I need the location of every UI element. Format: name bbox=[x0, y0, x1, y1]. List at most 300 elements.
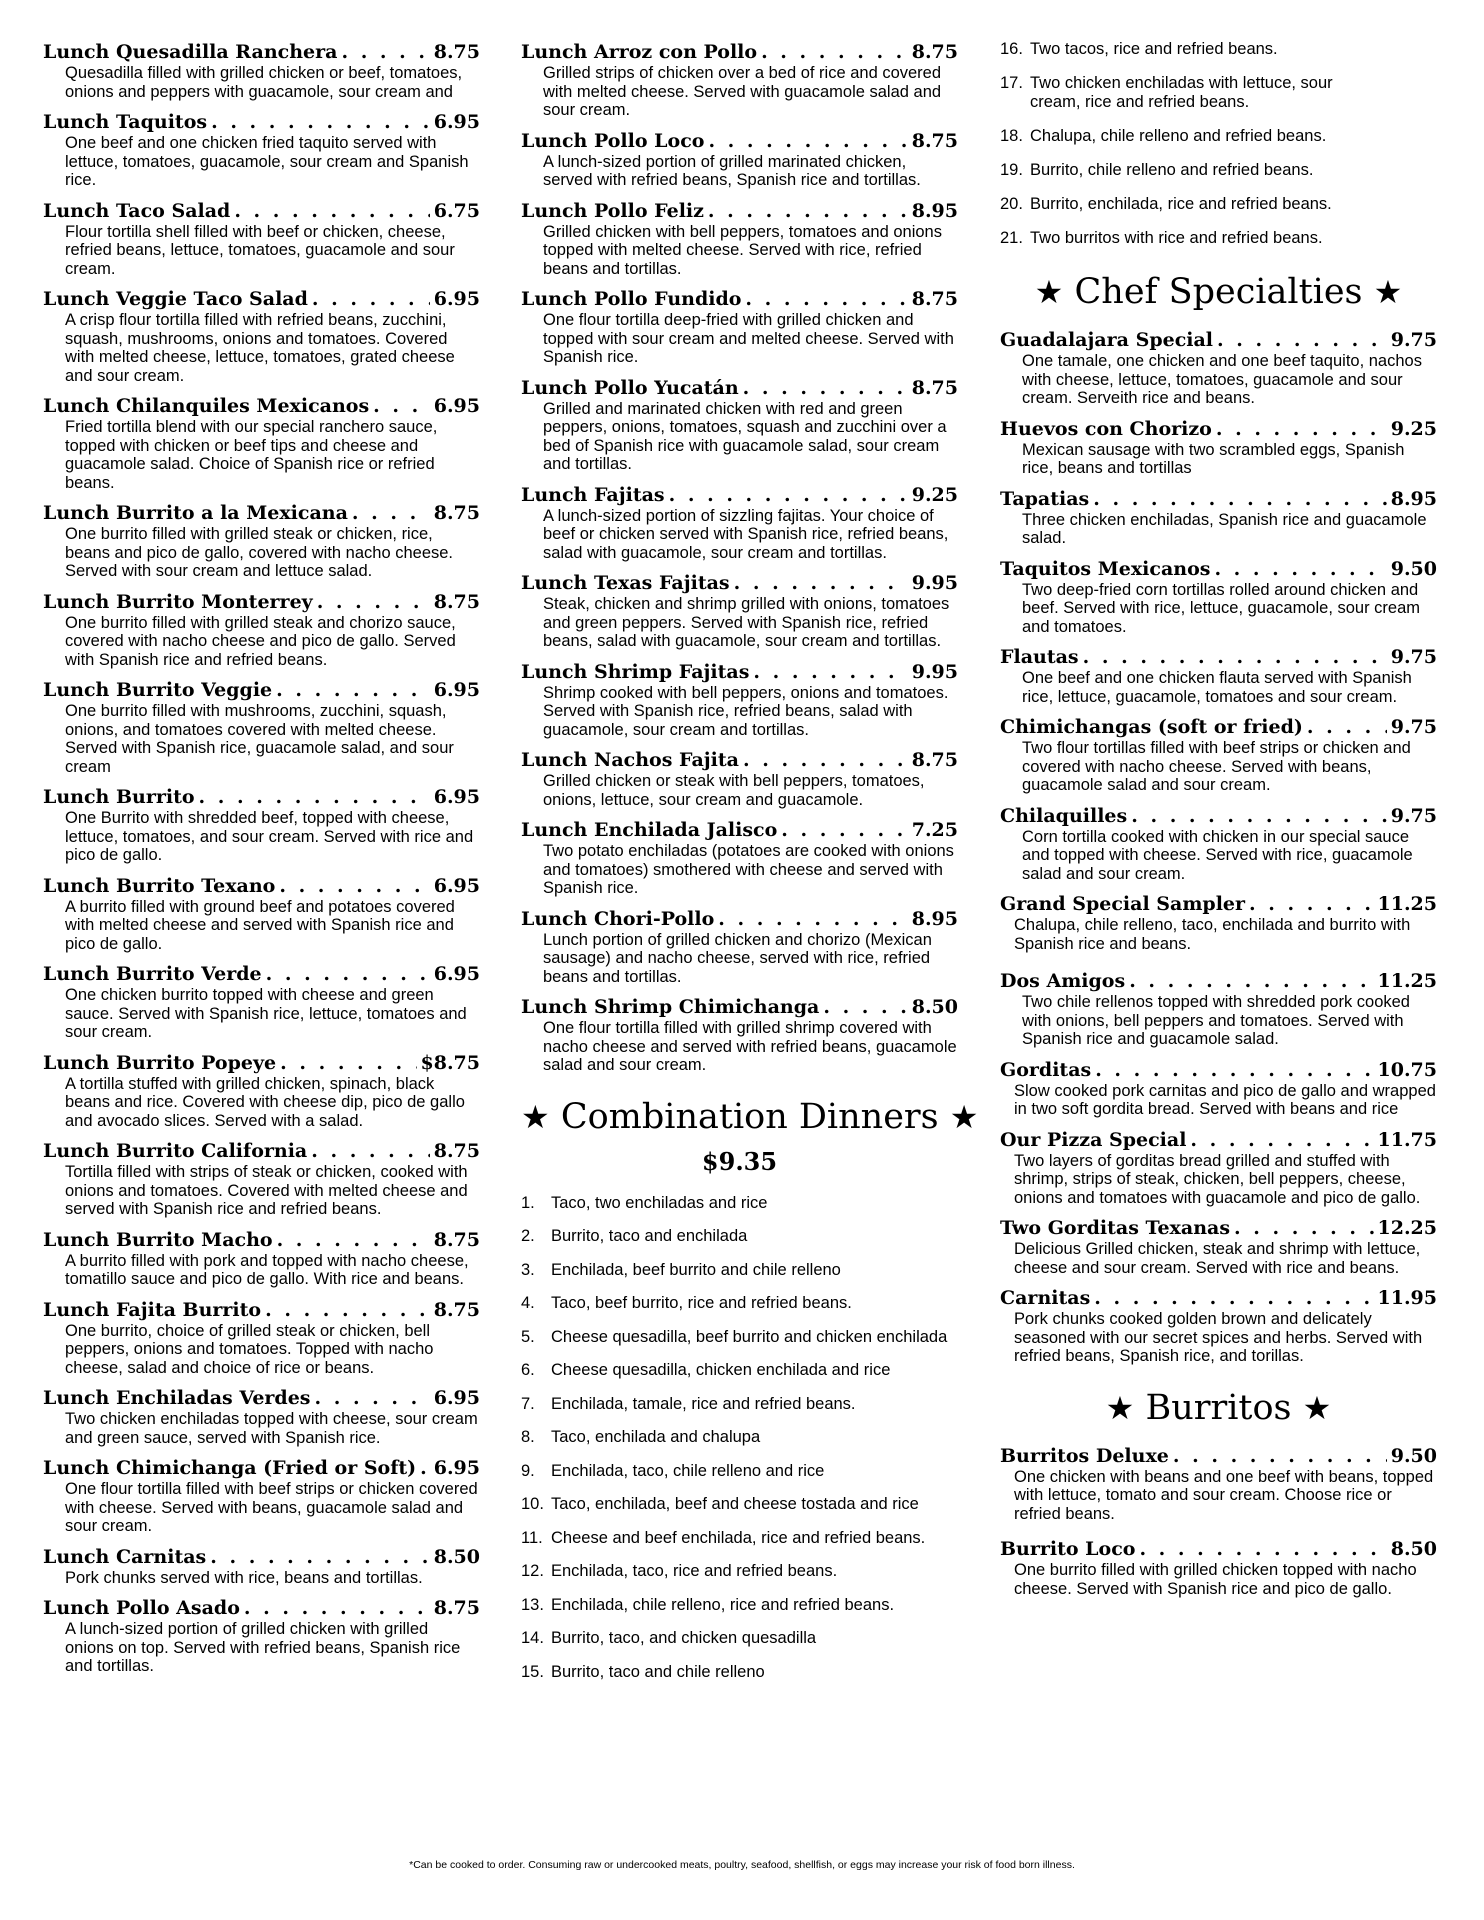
item-description: Grilled chicken or steak with bell peppers, tomatoes, onions, lettuce, sour cream and guacamole. bbox=[543, 772, 925, 809]
item-price: 11.25 bbox=[1377, 893, 1437, 915]
item-price: 8.75 bbox=[911, 41, 958, 63]
item-price: 8.75 bbox=[433, 1228, 480, 1251]
item-description: Two chile rellenos topped with shredded pork cooked with onions, bell peppers and tomatoes. Served with Spanish rice and guacamole salad. bbox=[1022, 993, 1410, 1048]
leader-dots bbox=[1190, 1128, 1373, 1152]
item-price: 8.75 bbox=[911, 749, 958, 771]
item-description: One burrito filled with grilled steak and chorizo sauce, covered with nacho cheese and pico de gallo. Served with Spanish rice and refried beans. bbox=[65, 613, 456, 669]
item-description: One burrito filled with grilled chicken topped with nacho cheese. Served with Spanish rice and pico de gallo. bbox=[1014, 1561, 1417, 1598]
leader-dots bbox=[279, 874, 429, 898]
leader-dots bbox=[708, 129, 907, 153]
menu-item bbox=[1000, 1128, 1437, 1208]
menu-item bbox=[1000, 1537, 1437, 1598]
list-number: 19. bbox=[1000, 161, 1023, 179]
item-price: 9.50 bbox=[1390, 557, 1437, 580]
menu-item bbox=[521, 199, 958, 279]
list-item bbox=[1000, 229, 1437, 248]
list-number: 2. bbox=[521, 1227, 535, 1245]
item-name: Tapatias bbox=[1000, 487, 1090, 510]
leader-dots bbox=[1307, 715, 1387, 739]
list-number: 4. bbox=[521, 1294, 535, 1312]
menu-item bbox=[43, 40, 480, 101]
leader-dots bbox=[314, 1386, 429, 1410]
menu-item bbox=[43, 394, 480, 492]
item-price: 6.95 bbox=[433, 963, 480, 985]
item-name: Lunch Pollo Yucatán bbox=[521, 376, 739, 399]
item-description: Two chicken enchiladas topped with cheese, sour cream and green sauce, served with Spanish rice. bbox=[65, 1410, 478, 1447]
item-price: 8.75 bbox=[433, 41, 480, 63]
leader-dots bbox=[743, 376, 908, 400]
item-price: 9.25 bbox=[911, 483, 958, 506]
item-name: Lunch Burrito bbox=[43, 786, 195, 808]
star-icon: ★ bbox=[521, 1097, 550, 1136]
item-description: A crisp flour tortilla filled with refried beans, zucchini, squash, mushrooms, onions and tomatoes. Covered with melted cheese, lettuce, tomatoes, grated cheese and sour cream. bbox=[65, 311, 455, 385]
item-description: Shrimp cooked with bell peppers, onions and tomatoes. Served with Spanish rice, refried beans, salad with guacamole, sour cream and tortillas. bbox=[543, 683, 949, 739]
list-item bbox=[521, 1395, 958, 1414]
list-item bbox=[1000, 195, 1437, 214]
leader-dots bbox=[1173, 1444, 1387, 1468]
item-name: Lunch Quesadilla Ranchera bbox=[43, 41, 338, 63]
item-description: Chalupa, chile relleno, taco, enchilada and burrito with Spanish rice and beans. bbox=[1014, 916, 1411, 953]
menu-column-specialties bbox=[1000, 40, 1437, 1607]
item-description: A tortilla stuffed with grilled chicken, spinach, black beans and rice. Covered with cheese dip, pico de gallo and avocado slices. Served with a salad. bbox=[65, 1074, 465, 1130]
item-name: Lunch Chilanquiles Mexicanos bbox=[43, 395, 370, 417]
menu-item bbox=[521, 571, 958, 651]
item-description: A lunch-sized portion of grilled marinated chicken, served with refried beans, Spanish rice and tortillas. bbox=[543, 152, 921, 189]
list-number: 18. bbox=[1000, 127, 1023, 145]
leader-dots bbox=[1249, 892, 1373, 916]
list-number: 5. bbox=[521, 1327, 535, 1346]
list-text: Burrito, enchilada, rice and refried beans. bbox=[1030, 195, 1332, 213]
leader-dots bbox=[669, 483, 908, 507]
item-price: 6.95 bbox=[433, 111, 480, 133]
leader-dots bbox=[1129, 969, 1373, 993]
menu-item bbox=[43, 110, 480, 190]
list-number: 7. bbox=[521, 1394, 535, 1413]
menu-item bbox=[1000, 1058, 1437, 1119]
item-description: One tamale, one chicken and one beef taquito, nachos with cheese, lettuce, tomatoes, guacamole and sour cream. Serveith rice and beans. bbox=[1022, 352, 1422, 407]
item-name: Lunch Arroz con Pollo bbox=[521, 41, 758, 63]
list-text: Taco, two enchiladas and rice bbox=[551, 1193, 768, 1212]
leader-dots bbox=[761, 40, 908, 64]
list-number: 12. bbox=[521, 1562, 544, 1580]
menu-item bbox=[521, 287, 958, 367]
item-name: Carnitas bbox=[1000, 1287, 1091, 1309]
menu-item bbox=[1000, 804, 1437, 884]
list-item bbox=[521, 1529, 958, 1548]
list-number: 8. bbox=[521, 1428, 535, 1446]
list-text: Burrito, chile relleno and refried beans. bbox=[1030, 161, 1314, 179]
list-item bbox=[1000, 40, 1437, 59]
item-price: 9.95 bbox=[911, 572, 958, 594]
menu-item bbox=[521, 376, 958, 474]
item-name: Dos Amigos bbox=[1000, 970, 1126, 992]
item-price: 8.75 bbox=[433, 502, 480, 524]
item-description: Three chicken enchiladas, Spanish rice and guacamole salad. bbox=[1022, 510, 1427, 547]
item-price: 6.95 bbox=[433, 874, 480, 897]
item-price: 8.75 bbox=[433, 1298, 480, 1321]
menu-item bbox=[43, 1545, 480, 1588]
leader-dots bbox=[1131, 804, 1386, 828]
item-price: $8.75 bbox=[420, 1051, 480, 1074]
item-description: Steak, chicken and shrimp grilled with onions, tomatoes and green peppers. Served with Spanish rice, refried beans, salad with guacamole, sour cream and tortillas. bbox=[543, 595, 950, 650]
list-number: 9. bbox=[521, 1461, 535, 1480]
leader-dots bbox=[280, 1051, 416, 1075]
item-description: A burrito filled with ground beef and potatoes covered with melted cheese and served with Spanish rice and pico de gallo. bbox=[65, 897, 455, 953]
item-price: 6.95 bbox=[433, 288, 480, 310]
list-text: Cheese quesadilla, chicken enchilada and rice bbox=[551, 1361, 891, 1379]
leader-dots bbox=[1095, 1058, 1373, 1082]
item-name: Lunch Pollo Feliz bbox=[521, 199, 704, 222]
leader-dots bbox=[341, 40, 429, 64]
menu-column-lunch-2 bbox=[521, 40, 979, 1696]
item-name: Lunch Burrito Verde bbox=[43, 963, 262, 985]
section-title: Chef Specialties bbox=[1074, 272, 1363, 312]
item-name: Chilaquilles bbox=[1000, 804, 1128, 827]
menu-item bbox=[1000, 969, 1437, 1049]
item-price: 9.75 bbox=[1390, 329, 1437, 351]
leader-dots bbox=[276, 678, 430, 702]
menu-item bbox=[43, 1139, 480, 1219]
star-icon: ★ bbox=[1302, 1388, 1332, 1427]
item-description: Slow cooked pork carnitas and pico de gallo and wrapped in two soft gordita bread. Served with beans and rice bbox=[1014, 1081, 1436, 1118]
item-description: One beef and one chicken flauta served with Spanish rice, lettuce, guacamole, tomatoes and sour cream. bbox=[1022, 669, 1412, 706]
item-description: One flour tortilla filled with beef strips or chicken covered with cheese. Served with beans, guacamole salad and sour cream. bbox=[65, 1480, 478, 1535]
star-icon: ★ bbox=[1105, 1388, 1135, 1427]
menu-item bbox=[43, 1456, 480, 1536]
item-name: Lunch Burrito California bbox=[43, 1140, 308, 1162]
item-name: Lunch Pollo Loco bbox=[521, 129, 705, 152]
item-price: 12.25 bbox=[1377, 1217, 1437, 1239]
list-text: Burrito, taco and chile relleno bbox=[551, 1662, 765, 1681]
leader-dots bbox=[823, 995, 907, 1019]
list-text: Taco, enchilada, beef and cheese tostada and rice bbox=[551, 1495, 919, 1513]
leader-dots bbox=[1094, 1286, 1373, 1310]
leader-dots bbox=[708, 199, 908, 223]
leader-dots bbox=[1139, 1537, 1386, 1561]
item-name: Lunch Fajitas bbox=[521, 483, 665, 506]
list-text: Enchilada, beef burrito and chile relleno bbox=[551, 1260, 841, 1279]
list-text: Two tacos, rice and refried beans. bbox=[1030, 40, 1278, 58]
item-description: Fried tortilla blend with our special ranchero sauce, topped with chicken or beef tips and cheese and guacamole salad. Choice of Spanish rice or refried beans. bbox=[65, 418, 438, 492]
list-text: Taco, enchilada and chalupa bbox=[551, 1428, 761, 1446]
menu-item bbox=[1000, 328, 1437, 408]
list-number: 6. bbox=[521, 1361, 535, 1379]
item-name: Burrito Loco bbox=[1000, 1538, 1136, 1560]
item-price: 8.75 bbox=[433, 590, 480, 613]
leader-dots bbox=[244, 1596, 430, 1620]
star-icon: ★ bbox=[1034, 273, 1064, 311]
item-description: Two layers of gorditas bread grilled and stuffed with shrimp, strips of steak, chicken, bell peppers, cheese, onions and tomatoes with guacamole and pico de gallo. bbox=[1014, 1151, 1421, 1207]
menu-column-lunch-1 bbox=[43, 40, 480, 1685]
combination-price: $9.35 bbox=[701, 1146, 778, 1176]
leader-dots bbox=[317, 590, 430, 614]
item-price: 11.95 bbox=[1377, 1287, 1437, 1309]
list-text: Burrito, taco and enchilada bbox=[551, 1227, 748, 1245]
leader-dots bbox=[1083, 645, 1387, 669]
menu-item bbox=[1000, 417, 1437, 478]
menu-item bbox=[521, 748, 958, 809]
item-name: Lunch Taquitos bbox=[43, 111, 208, 133]
item-name: Two Gorditas Texanas bbox=[1000, 1217, 1231, 1239]
item-name: Lunch Chori-Pollo bbox=[521, 907, 715, 930]
item-description: Corn tortilla cooked with chicken in our special sauce and topped with cheese. Served with rice, guacamole salad and sour cream. bbox=[1022, 827, 1413, 883]
item-description: Pork chunks cooked golden brown and delicately seasoned with our secret spices and herbs. Served with refried beans, Spanish rice, and torillas. bbox=[1014, 1310, 1423, 1365]
item-price: 11.75 bbox=[1377, 1128, 1437, 1151]
list-item bbox=[521, 1294, 958, 1313]
menu-item bbox=[43, 962, 480, 1042]
item-price: 8.75 bbox=[433, 1140, 480, 1162]
item-name: Flautas bbox=[1000, 646, 1079, 668]
menu-item bbox=[521, 995, 958, 1075]
list-item bbox=[521, 1428, 958, 1447]
list-number: 1. bbox=[521, 1193, 535, 1212]
menu-item bbox=[43, 1596, 480, 1676]
item-name: Lunch Enchiladas Verdes bbox=[43, 1387, 311, 1409]
leader-dots bbox=[1216, 417, 1387, 441]
list-item bbox=[1000, 127, 1437, 146]
footnote: *Can be cooked to order. Consuming raw or undercooked meats, poultry, seafood, shellfish, or eggs may increase your risk of food born illness. bbox=[409, 1859, 1075, 1871]
item-name: Burritos Deluxe bbox=[1000, 1444, 1169, 1467]
leader-dots bbox=[1093, 487, 1386, 511]
list-item bbox=[521, 1194, 958, 1213]
leader-dots bbox=[199, 785, 430, 809]
item-name: Grand Special Sampler bbox=[1000, 893, 1246, 915]
list-item bbox=[1000, 74, 1437, 112]
item-name: Lunch Burrito Macho bbox=[43, 1228, 273, 1251]
item-description: One chicken burrito topped with cheese and green sauce. Served with Spanish rice, lettuce, tomatoes and sour cream. bbox=[65, 986, 467, 1041]
item-name: Lunch Shrimp Chimichanga bbox=[521, 996, 820, 1018]
section-title: Combination Dinners bbox=[560, 1096, 939, 1137]
menu-item bbox=[43, 1386, 480, 1447]
item-name: Lunch Fajita Burrito bbox=[43, 1298, 262, 1321]
menu-item bbox=[43, 1298, 480, 1378]
leader-dots bbox=[743, 748, 908, 772]
list-text: Chalupa, chile relleno and refried beans. bbox=[1030, 127, 1327, 145]
leader-dots bbox=[1217, 328, 1387, 352]
item-description: One flour tortilla filled with grilled shrimp covered with nacho cheese and served with refried beans, guacamole salad and sour cream. bbox=[543, 1019, 957, 1074]
item-price: 9.95 bbox=[911, 660, 958, 683]
item-description: Tortilla filled with strips of steak or chicken, cooked with onions and tomatoes. Covered with melted cheese and served with Spanish rice and refried beans. bbox=[65, 1163, 468, 1218]
item-price: 9.50 bbox=[1390, 1444, 1437, 1467]
item-description: Lunch portion of grilled chicken and chorizo (Mexican sausage) and nacho cheese, served with rice, refried beans and tortillas. bbox=[543, 930, 932, 986]
menu-item bbox=[1000, 645, 1437, 706]
menu-item bbox=[1000, 1444, 1437, 1524]
list-item bbox=[521, 1361, 958, 1380]
item-price: 9.75 bbox=[1390, 804, 1437, 827]
item-name: Chimichangas (soft or fried) bbox=[1000, 716, 1303, 738]
leader-dots bbox=[1214, 557, 1386, 581]
item-name: Lunch Carnitas bbox=[43, 1545, 207, 1568]
item-price: 6.95 bbox=[433, 395, 480, 417]
item-name: Lunch Pollo Asado bbox=[43, 1597, 240, 1619]
leader-dots bbox=[266, 962, 430, 986]
item-name: Guadalajara Special bbox=[1000, 329, 1214, 351]
item-price: 6.95 bbox=[433, 786, 480, 808]
item-description: One Burrito with shredded beef, topped with cheese, lettuce, tomatoes, and sour cream. Served with rice and pico de gallo. bbox=[65, 809, 474, 864]
menu-item bbox=[43, 678, 480, 776]
item-name: Lunch Burrito Monterrey bbox=[43, 590, 313, 613]
menu-item bbox=[43, 1051, 480, 1131]
leader-dots bbox=[745, 287, 907, 311]
item-price: 11.25 bbox=[1377, 970, 1437, 992]
item-price: 9.25 bbox=[1390, 417, 1437, 440]
leader-dots bbox=[265, 1298, 430, 1322]
item-description: One burrito filled with grilled steak or chicken, rice, beans and pico de gallo, covered with nacho cheese. Served with sour cream and lettuce salad. bbox=[65, 525, 454, 580]
burritos-heading bbox=[1000, 1386, 1437, 1430]
item-name: Lunch Burrito Popeye bbox=[43, 1051, 277, 1074]
item-price: 6.75 bbox=[433, 199, 480, 222]
leader-dots bbox=[211, 110, 430, 134]
item-description: A burrito filled with pork and topped with nacho cheese, tomatillo sauce and pico de gallo. With rice and beans. bbox=[65, 1251, 469, 1288]
item-description: Quesadilla filled with grilled chicken or beef, tomatoes, onions and peppers with guacamole, sour cream and bbox=[65, 64, 463, 101]
menu-item bbox=[521, 818, 958, 898]
item-name: Lunch Enchilada Jalisco bbox=[521, 819, 778, 841]
menu-item bbox=[1000, 487, 1437, 548]
item-price: 7.25 bbox=[911, 819, 958, 841]
item-price: 8.75 bbox=[433, 1597, 480, 1619]
list-item bbox=[521, 1227, 958, 1246]
list-number: 15. bbox=[521, 1662, 544, 1681]
item-description: Flour tortilla shell filled with beef or chicken, cheese, refried beans, lettuce, tomatoes, guacamole and sour cream. bbox=[65, 222, 455, 278]
list-item bbox=[521, 1462, 958, 1481]
list-item bbox=[1000, 161, 1437, 180]
item-price: 9.75 bbox=[1390, 646, 1437, 668]
list-text: Enchilada, tamale, rice and refried beans. bbox=[551, 1394, 856, 1413]
item-description: Two potato enchiladas (potatoes are cooked with onions and tomatoes) smothered with cheese and served with Spanish rice. bbox=[543, 842, 954, 897]
item-price: 8.50 bbox=[433, 1545, 480, 1568]
item-price: 6.95 bbox=[433, 679, 480, 701]
list-number: 13. bbox=[521, 1595, 544, 1614]
list-item bbox=[521, 1261, 958, 1280]
star-icon: ★ bbox=[949, 1097, 979, 1136]
item-description: A lunch-sized portion of grilled chicken with grilled onions on top. Served with refried beans, Spanish rice and tortillas. bbox=[65, 1620, 461, 1675]
list-text: Burrito, taco, and chicken quesadilla bbox=[551, 1629, 817, 1647]
item-price: 8.50 bbox=[911, 996, 958, 1018]
item-description: Two flour tortillas filled with beef strips or chicken and covered with nacho cheese. Served with beans, guacamole salad and sour cream. bbox=[1022, 739, 1411, 794]
item-price: 9.75 bbox=[1390, 716, 1437, 738]
item-description: Grilled strips of chicken over a bed of rice and covered with melted cheese. Served with guacamole salad and sour cream. bbox=[543, 64, 942, 119]
item-description: Delicious Grilled chicken, steak and shrimp with lettuce, cheese and sour cream. Served with rice and beans. bbox=[1014, 1240, 1421, 1277]
list-item bbox=[521, 1663, 958, 1682]
item-description: One burrito, choice of grilled steak or chicken, bell peppers, onions and tomatoes. Topped with nacho cheese, salad and choice of rice or beans. bbox=[65, 1321, 434, 1377]
list-text: Enchilada, taco, rice and refried beans. bbox=[551, 1562, 838, 1580]
list-number: 10. bbox=[521, 1495, 544, 1513]
item-name: Taquitos Mexicanos bbox=[1000, 557, 1211, 580]
item-price: 10.75 bbox=[1377, 1058, 1437, 1081]
menu-item bbox=[43, 199, 480, 279]
menu-item bbox=[43, 501, 480, 581]
item-name: Lunch Burrito a la Mexicana bbox=[43, 502, 348, 524]
item-price: 8.75 bbox=[911, 376, 958, 399]
leader-dots bbox=[311, 1139, 429, 1163]
list-item bbox=[521, 1596, 958, 1615]
item-description: Mexican sausage with two scrambled eggs, Spanish rice, beans and tortillas bbox=[1022, 440, 1405, 477]
menu-item bbox=[1000, 715, 1437, 795]
item-description: Pork chunks served with rice, beans and tortillas. bbox=[65, 1568, 423, 1587]
item-name: Lunch Burrito Texano bbox=[43, 874, 276, 897]
item-description: One burrito filled with mushrooms, zucchini, squash, onions, and tomatoes covered with melted cheese. Served with Spanish rice, guacamole salad, and sour cream bbox=[65, 702, 454, 776]
leader-dots bbox=[753, 660, 907, 684]
leader-dots bbox=[234, 199, 429, 223]
menu-item bbox=[521, 483, 958, 563]
list-number: 16. bbox=[1000, 40, 1023, 58]
list-number: 21. bbox=[1000, 229, 1023, 247]
item-price: 8.75 bbox=[911, 129, 958, 152]
list-text: Enchilada, chile relleno, rice and refried beans. bbox=[551, 1595, 895, 1614]
list-text: Cheese and beef enchilada, rice and refried beans. bbox=[551, 1528, 926, 1547]
item-description: Grilled and marinated chicken with red and green peppers, onions, tomatoes, squash and zucchini over a bed of Spanish rice with guacamole salad, sour cream and tortillas. bbox=[543, 399, 947, 473]
item-description: One chicken with beans and one beef with beans, topped with lettuce, tomato and sour cream. Choose rice or refried beans. bbox=[1014, 1467, 1434, 1523]
item-name: Lunch Texas Fajitas bbox=[521, 572, 730, 594]
leader-dots bbox=[734, 571, 908, 595]
list-text: Enchilada, taco, chile relleno and rice bbox=[551, 1461, 825, 1480]
item-price: 8.75 bbox=[911, 288, 958, 310]
menu-item bbox=[43, 1228, 480, 1289]
leader-dots bbox=[373, 394, 430, 418]
item-price: 6.95 bbox=[433, 1457, 480, 1479]
list-item bbox=[521, 1629, 958, 1648]
star-icon: ★ bbox=[1373, 273, 1403, 311]
menu-item bbox=[1000, 892, 1437, 953]
leader-dots bbox=[312, 287, 430, 311]
item-name: Lunch Taco Salad bbox=[43, 199, 231, 222]
combination-dinners-heading bbox=[521, 1095, 979, 1139]
item-name: Lunch Burrito Veggie bbox=[43, 679, 273, 701]
menu-item bbox=[521, 40, 958, 120]
list-item bbox=[521, 1328, 958, 1347]
section-title: Burritos bbox=[1145, 1387, 1292, 1428]
menu-item bbox=[1000, 1286, 1437, 1366]
list-number: 3. bbox=[521, 1260, 535, 1279]
list-item bbox=[521, 1562, 958, 1581]
list-item bbox=[521, 1495, 958, 1514]
leader-dots bbox=[420, 1456, 430, 1480]
leader-dots bbox=[781, 818, 907, 842]
menu-item bbox=[43, 287, 480, 385]
item-description: One beef and one chicken fried taquito served with lettuce, tomatoes, guacamole, sour cream and Spanish rice. bbox=[65, 134, 469, 189]
item-name: Gorditas bbox=[1000, 1058, 1092, 1081]
leader-dots bbox=[352, 501, 430, 525]
item-price: 8.95 bbox=[911, 199, 958, 222]
menu-item bbox=[1000, 1216, 1437, 1277]
menu-item bbox=[521, 129, 958, 190]
item-name: Our Pizza Special bbox=[1000, 1128, 1187, 1151]
combination-list bbox=[521, 1194, 958, 1682]
item-name: Lunch Chimichanga (Fried or Soft) bbox=[43, 1457, 417, 1479]
list-text: Two chicken enchiladas with lettuce, sour cream, rice and refried beans. bbox=[1030, 74, 1333, 111]
leader-dots bbox=[718, 907, 907, 931]
menu-item bbox=[43, 785, 480, 865]
item-description: Two deep-fried corn tortillas rolled around chicken and beef. Served with rice, lettuce, guacamole, sour cream and tomatoes. bbox=[1022, 580, 1421, 636]
list-number: 11. bbox=[521, 1528, 543, 1547]
combination-list-continued bbox=[1000, 40, 1437, 248]
list-number: 17. bbox=[1000, 74, 1023, 92]
menu-item bbox=[43, 590, 480, 670]
list-number: 20. bbox=[1000, 195, 1023, 213]
item-description: Grilled chicken with bell peppers, tomatoes and onions topped with melted cheese. Served with rice, refried beans and tortillas. bbox=[543, 222, 942, 278]
leader-dots bbox=[210, 1545, 429, 1569]
list-text: Cheese quesadilla, beef burrito and chicken enchilada bbox=[551, 1327, 948, 1346]
item-price: 8.50 bbox=[1390, 1538, 1437, 1560]
item-price: 6.95 bbox=[433, 1387, 480, 1409]
item-description: One flour tortilla deep-fried with grilled chicken and topped with sour cream and melted cheese. Served with Spanish rice. bbox=[543, 311, 954, 366]
item-price: 8.95 bbox=[1390, 487, 1437, 510]
list-text: Taco, beef burrito, rice and refried beans. bbox=[551, 1294, 852, 1312]
menu-item bbox=[43, 874, 480, 954]
item-price: 8.95 bbox=[911, 907, 958, 930]
menu-item bbox=[521, 660, 958, 740]
leader-dots bbox=[277, 1228, 430, 1252]
